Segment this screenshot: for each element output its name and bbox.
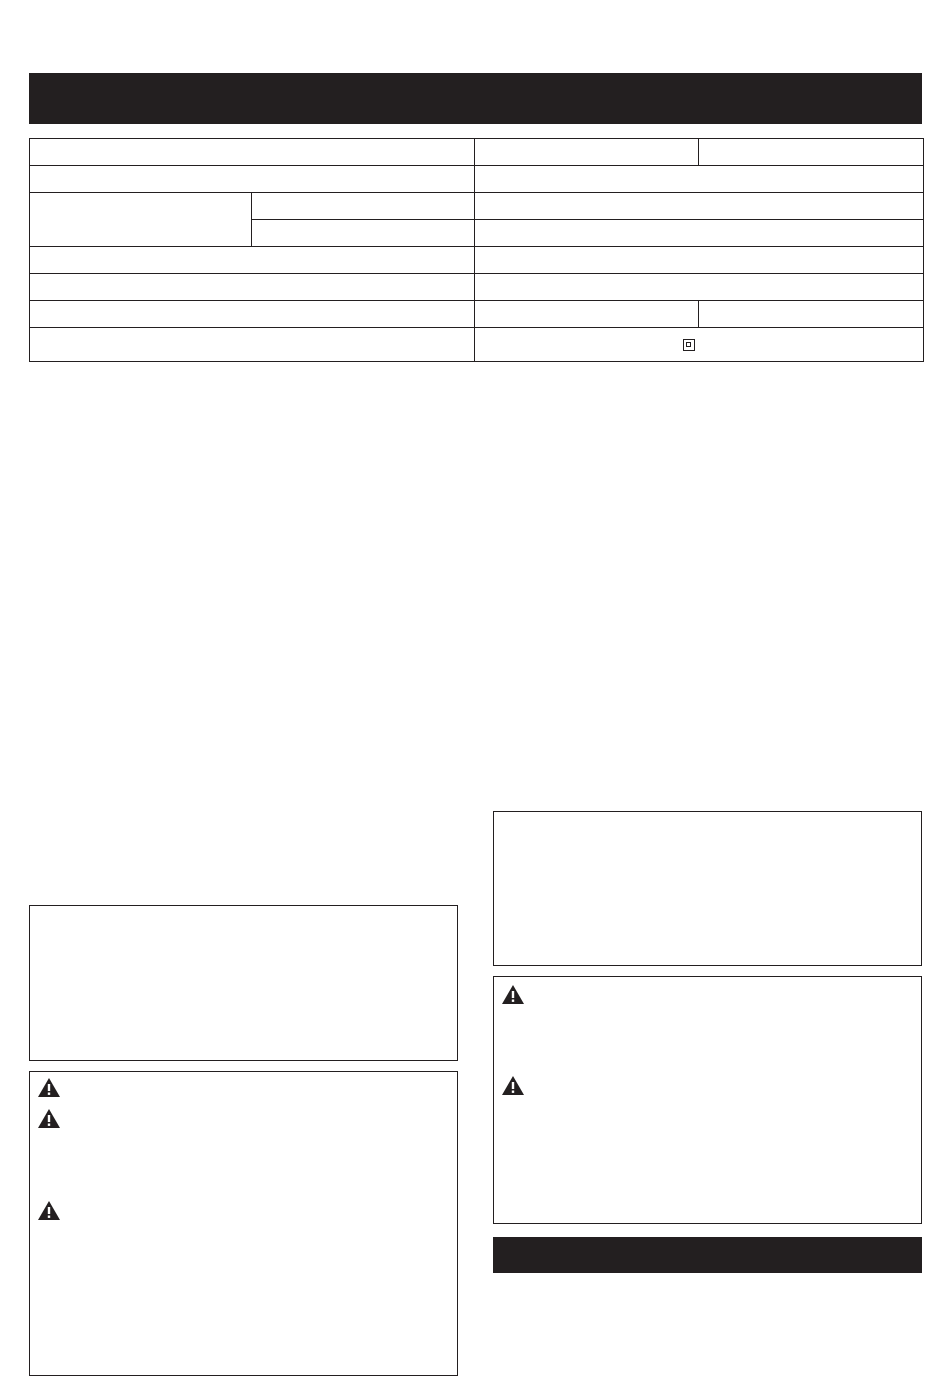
table-cell: [30, 139, 475, 166]
table-cell: [475, 301, 699, 328]
warning-triangle-icon: [501, 984, 525, 1005]
table-cell: [30, 166, 475, 193]
table-row: [30, 166, 924, 193]
right-notice-box: [493, 811, 922, 966]
table-cell: [30, 328, 475, 362]
table-cell: [30, 301, 475, 328]
table-row: [30, 193, 924, 220]
left-warning-box: [29, 1071, 458, 1376]
specifications-table: [29, 138, 924, 362]
table-row: [30, 247, 924, 274]
warning-triangle-icon: [37, 1108, 61, 1129]
table-cell: [252, 220, 475, 247]
left-notice-box: [29, 905, 458, 1061]
table-cell: [699, 139, 924, 166]
warning-triangle-icon: [501, 1075, 525, 1096]
warning-triangle-icon: [37, 1200, 61, 1221]
table-row: [30, 139, 924, 166]
table-cell: [30, 193, 252, 247]
table-cell: [475, 166, 924, 193]
table-cell: [699, 301, 924, 328]
warning-triangle-icon: [37, 1077, 61, 1098]
double-square-icon: [683, 339, 695, 351]
table-row: [30, 274, 924, 301]
table-cell: [475, 193, 924, 220]
table-cell: [252, 193, 475, 220]
section-header-bar: [493, 1237, 922, 1273]
right-warning-box: [493, 976, 922, 1224]
header-banner: [29, 73, 922, 124]
table-cell: [475, 328, 924, 362]
table-cell: [475, 274, 924, 301]
table-cell: [475, 220, 924, 247]
table-cell: [475, 139, 699, 166]
table-row: [30, 328, 924, 362]
table-cell: [30, 274, 475, 301]
table-row: [30, 301, 924, 328]
table-cell: [30, 247, 475, 274]
table-cell: [475, 247, 924, 274]
